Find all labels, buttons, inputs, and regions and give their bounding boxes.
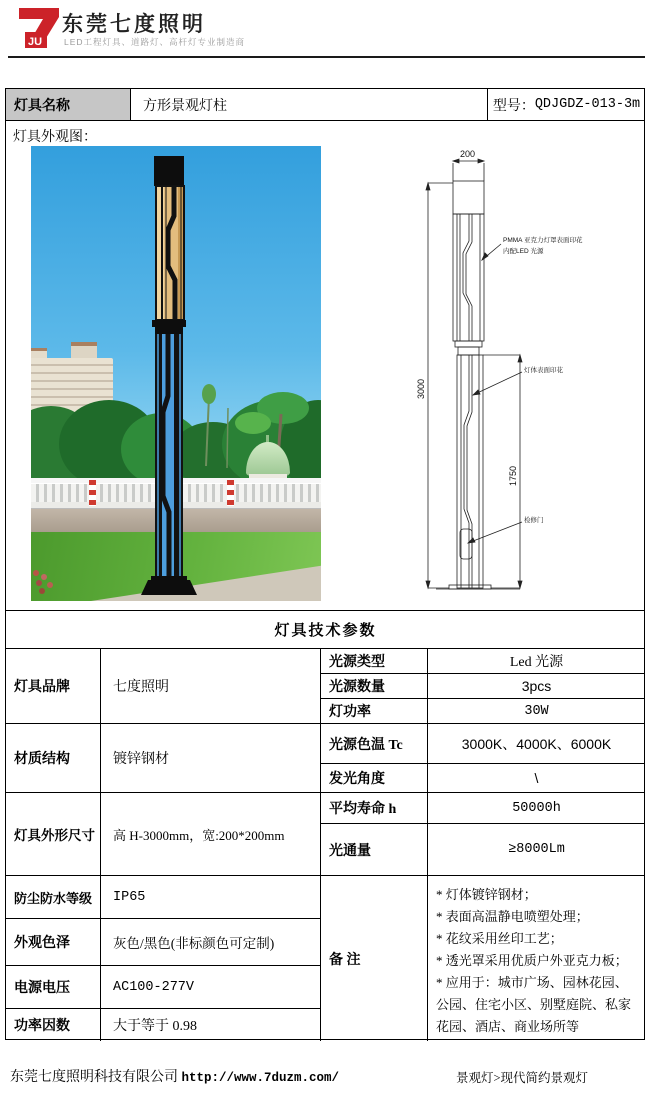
- technical-drawing: [416, 141, 646, 606]
- remark-line: * 应用于：城市广场、园林花园、公园、住宅小区、别墅庭院、私家花园、酒店、商业场所等: [436, 975, 632, 1034]
- param-value: IP65: [101, 876, 321, 919]
- param-value: ≥8000Lm: [428, 824, 645, 876]
- param-value: 灰色/黑色(非标颜色可定制): [101, 919, 321, 966]
- param-label: 灯具品牌: [6, 649, 101, 724]
- param-value: Led 光源: [428, 649, 645, 674]
- footer-category: 景观灯>现代简约景观灯: [455, 1071, 588, 1085]
- param-label: 防尘防水等级: [6, 876, 101, 919]
- param-value: \: [428, 764, 645, 793]
- remark-line: * 透光罩采用优质户外亚克力板；: [436, 953, 628, 968]
- appearance-label: 灯具外观图：: [13, 130, 97, 145]
- footer-company-line: [10, 1066, 339, 1086]
- dim-lower-text: 1750: [508, 465, 518, 486]
- photo-lamp-post: [31, 146, 321, 601]
- note-pmma-line1: PMMA 亚克力灯罩表面印花: [503, 237, 583, 244]
- company-name: 东莞七度照明: [62, 13, 206, 36]
- note-pmma-line2: 内配LED 光源: [503, 248, 544, 255]
- param-value: 大于等于 0.98: [101, 1009, 321, 1041]
- param-value: 50000h: [428, 793, 645, 824]
- note-door-text: 检修门: [524, 517, 544, 524]
- remark-line: * 灯体镀锌钢材；: [436, 887, 537, 902]
- param-value: 七度照明: [101, 649, 321, 724]
- param-label: 功率因数: [6, 1009, 101, 1041]
- fixture-name-label: 灯具名称: [6, 89, 131, 121]
- param-value: 高 H-3000mm，宽:200*200mm: [101, 793, 321, 876]
- param-value: 3000K、4000K、6000K: [428, 724, 645, 764]
- header-divider: [8, 56, 645, 58]
- param-value: 3pcs: [428, 674, 645, 699]
- param-label: 光源类型: [321, 649, 428, 674]
- remark-line: * 表面高温静电喷塑处理；: [436, 909, 589, 924]
- param-value: 镀锌钢材: [101, 724, 321, 793]
- param-label: 光源数量: [321, 674, 428, 699]
- param-label: 灯功率: [321, 699, 428, 724]
- spec-table: [5, 88, 645, 1040]
- fixture-name-value: 方形景观灯柱: [131, 89, 488, 121]
- footer-url: http://www.7duzm.com/: [181, 1071, 340, 1085]
- param-label: 外观色泽: [6, 919, 101, 966]
- model-cell: [488, 89, 645, 121]
- param-value: 30W: [428, 699, 645, 724]
- company-tagline: LED工程灯具、道路灯、高杆灯专业制造商: [64, 37, 246, 47]
- model-label: 型号：: [492, 98, 535, 114]
- footer-company: 东莞七度照明科技有限公司: [10, 1070, 178, 1085]
- param-label: 灯具外形尺寸: [6, 793, 101, 876]
- company-logo: [16, 6, 62, 50]
- model-value: QDJGDZ-013-3m: [534, 97, 641, 112]
- param-label: 平均寿命 h: [321, 793, 428, 824]
- remark-line: * 花纹采用丝印工艺；: [436, 931, 563, 946]
- param-label: 电源电压: [6, 966, 101, 1009]
- remark-label: 备 注: [321, 876, 428, 1041]
- param-label: 发光角度: [321, 764, 428, 793]
- tech-params-title: 灯具技术参数: [6, 611, 645, 649]
- note-body-text: 灯体表面印花: [524, 367, 563, 374]
- param-label: 光源色温 Tc: [321, 724, 428, 764]
- dim-height-text: 3000: [416, 378, 426, 399]
- product-photo: [31, 146, 321, 601]
- param-value: AC100-277V: [101, 966, 321, 1009]
- logo-small-text: JU: [28, 36, 43, 48]
- dim-width-text: 200: [460, 149, 476, 159]
- remark-content: [428, 876, 645, 1041]
- param-label: 光通量: [321, 824, 428, 876]
- param-label: 材质结构: [6, 724, 101, 793]
